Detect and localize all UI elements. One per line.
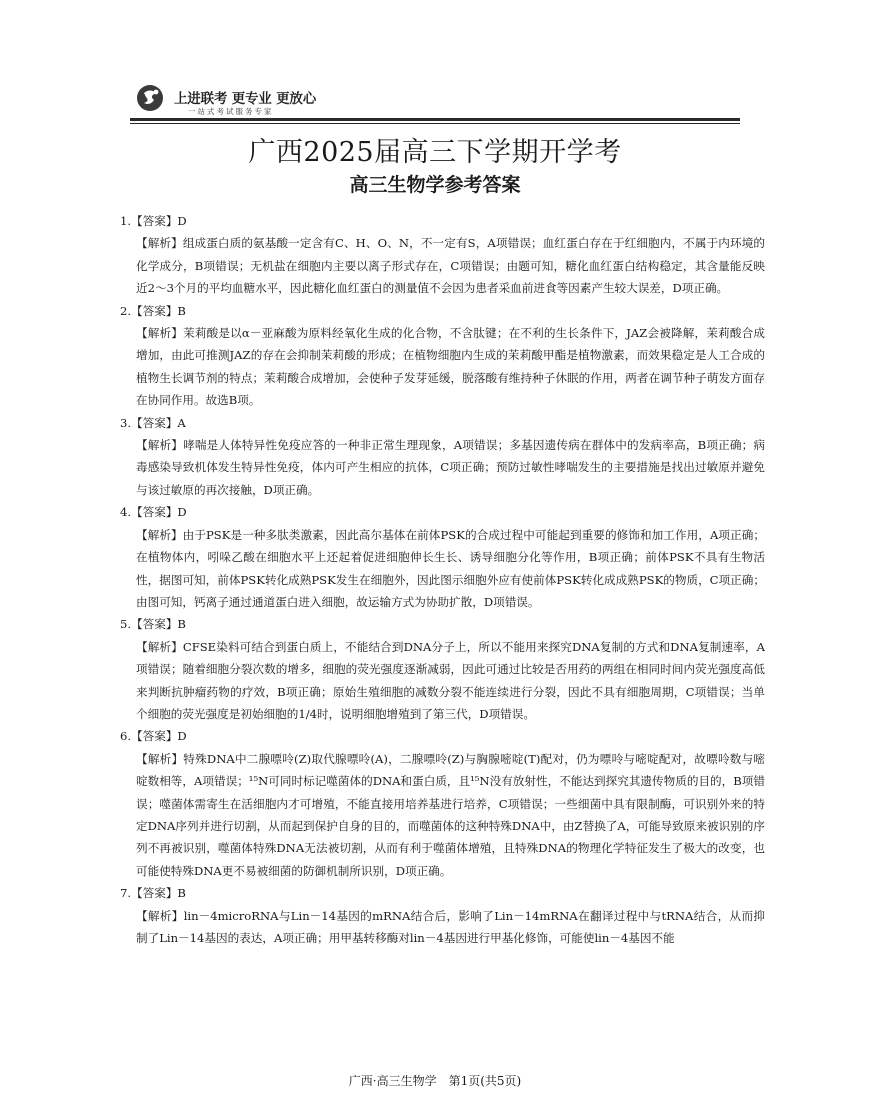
- document-subtitle: 高三生物学参考答案: [349, 174, 521, 196]
- header-slogan: 上进联考 更专业 更放心: [174, 91, 316, 107]
- document-title: 广西2025届高三下学期开学考: [248, 137, 622, 168]
- question-5: [120, 613, 765, 725]
- answer-line: 1.【答案】D: [120, 214, 187, 228]
- header-subslogan: 一站式考试服务专家: [188, 107, 274, 116]
- question-1: [120, 210, 765, 300]
- answer-line: 3.【答案】A: [120, 415, 186, 430]
- logo-icon: [136, 84, 164, 112]
- question-3: [120, 412, 765, 502]
- page-header: [130, 80, 740, 120]
- analysis-text: 【解析】特殊DNA中二腺嘌呤(Z)取代腺嘌呤(A)，二腺嘌呤(Z)与胸腺嘧啶(T)配对，仍为嘌呤与嘧啶配对，故嘌呤数与嘧啶数相等，A项错误；¹⁵N可同时标记噬菌体的DNA和蛋白质，且¹⁵N没有放射性，不能达到探究其遗传物质的目的，B项错误；噬菌体需寄生在活细胞内才可增殖，不能直接用培养基进行培养，C项错误；一些细菌中具有限制酶，可识别外来的特定DNA序列并进行切割，从而起到保护自身的目的，而噬菌体的这种特殊DNA中，由Z替换了A，可能导致原来被识别的序列不再被识别，噬菌体特殊DNA无法被切割，从而有利于噬菌体增殖，且特殊DNA的物理化学特征发生了极大的改变，也可能使特殊DNA更不易被细菌的防御机制所识别，D项正确。: [136, 751, 765, 878]
- header-divider-thin: [130, 123, 740, 124]
- answer-line: 7.【答案】B: [120, 886, 186, 901]
- analysis-text: 【解析】组成蛋白质的氨基酸一定含有C、H、O、N，不一定有S，A项错误；血红蛋白存在于红细胞内，不属于内环境的化学成分，B项错误；无机盐在细胞内主要以离子形式存在，C项错误；由题可知，糖化血红蛋白结构稳定，其含量能反映近2～3个月的平均血糖水平，因此糖化血红蛋白的测量值不会因为患者采血前进食等因素产生较大误差，D项正确。: [136, 236, 765, 296]
- question-6: [120, 725, 765, 882]
- header-divider: [130, 118, 740, 121]
- analysis-text: 【解析】茉莉酸是以α－亚麻酸为原料经氧化生成的化合物，不含肽键；在不利的生长条件下，JAZ会被降解，茉莉酸合成增加，由此可推测JAZ的存在会抑制茉莉酸的形成；在植物细胞内生成的茉莉酸甲酯是植物激素，而效果稳定是人工合成的植物生长调节剂的特点；茉莉酸合成增加，会使种子发芽延缓，脱落酸有维持种子休眠的作用，两者在调节种子萌发方面存在协同作用。故选B项。: [136, 326, 765, 408]
- analysis-text: 【解析】由于PSK是一种多肽类激素，因此高尔基体在前体PSK的合成过程中可能起到重要的修饰和加工作用，A项正确；在植物体内，吲哚乙酸在细胞水平上还起着促进细胞伸长生长、诱导细胞分化等作用，B项正确；前体PSK不具有生物活性，据图可知，前体PSK转化成熟PSK发生在细胞外，因此图示细胞外应有使前体PSK转化成成熟PSK的物质，C项正确；由图可知，钙离子通过通道蛋白进入细胞，故运输方式为协助扩散，D项错误。: [136, 527, 765, 609]
- analysis-text: 【解析】CFSE染料可结合到蛋白质上，不能结合到DNA分子上，所以不能用来探究DNA复制的方式和DNA复制速率，A项错误；随着细胞分裂次数的增多，细胞的荧光强度逐渐减弱，因此可通过比较是否用药的两组在相同时间内荧光强度高低来判断抗肿瘤药物的疗效，B项正确；原始生殖细胞的减数分裂不能连续进行分裂，因此不具有细胞周期，C项错误；当单个细胞的荧光强度是初始细胞的1/4时，说明细胞增殖到了第三代，D项错误。: [136, 639, 765, 721]
- page-footer: 广西·高三生物学 第1页(共5页): [348, 1074, 522, 1088]
- answer-line: 4.【答案】D: [120, 505, 187, 520]
- answer-line: 6.【答案】D: [120, 729, 187, 744]
- question-7: [120, 882, 765, 949]
- answer-list: [120, 210, 765, 949]
- question-2: [120, 300, 765, 412]
- question-4: [120, 501, 765, 613]
- answer-line: 2.【答案】B: [120, 303, 186, 318]
- answer-line: 5.【答案】B: [120, 617, 186, 632]
- analysis-text: 【解析】lin－4microRNA与Lin－14基因的mRNA结合后，影响了Lin－14mRNA在翻译过程中与tRNA结合，从而抑制了Lin－14基因的表达，A项正确；用甲基转移酶对lin－4基因进行甲基化修饰，可能使lin－4基因不能: [136, 908, 765, 945]
- analysis-text: 【解析】哮喘是人体特异性免疫应答的一种非正常生理现象，A项错误；多基因遗传病在群体中的发病率高，B项正确；病毒感染导致机体发生特异性免疫，体内可产生相应的抗体，C项正确；预防过敏性哮喘发生的主要措施是找出过敏原并避免与该过敏原的再次接触，D项正确。: [136, 438, 765, 497]
